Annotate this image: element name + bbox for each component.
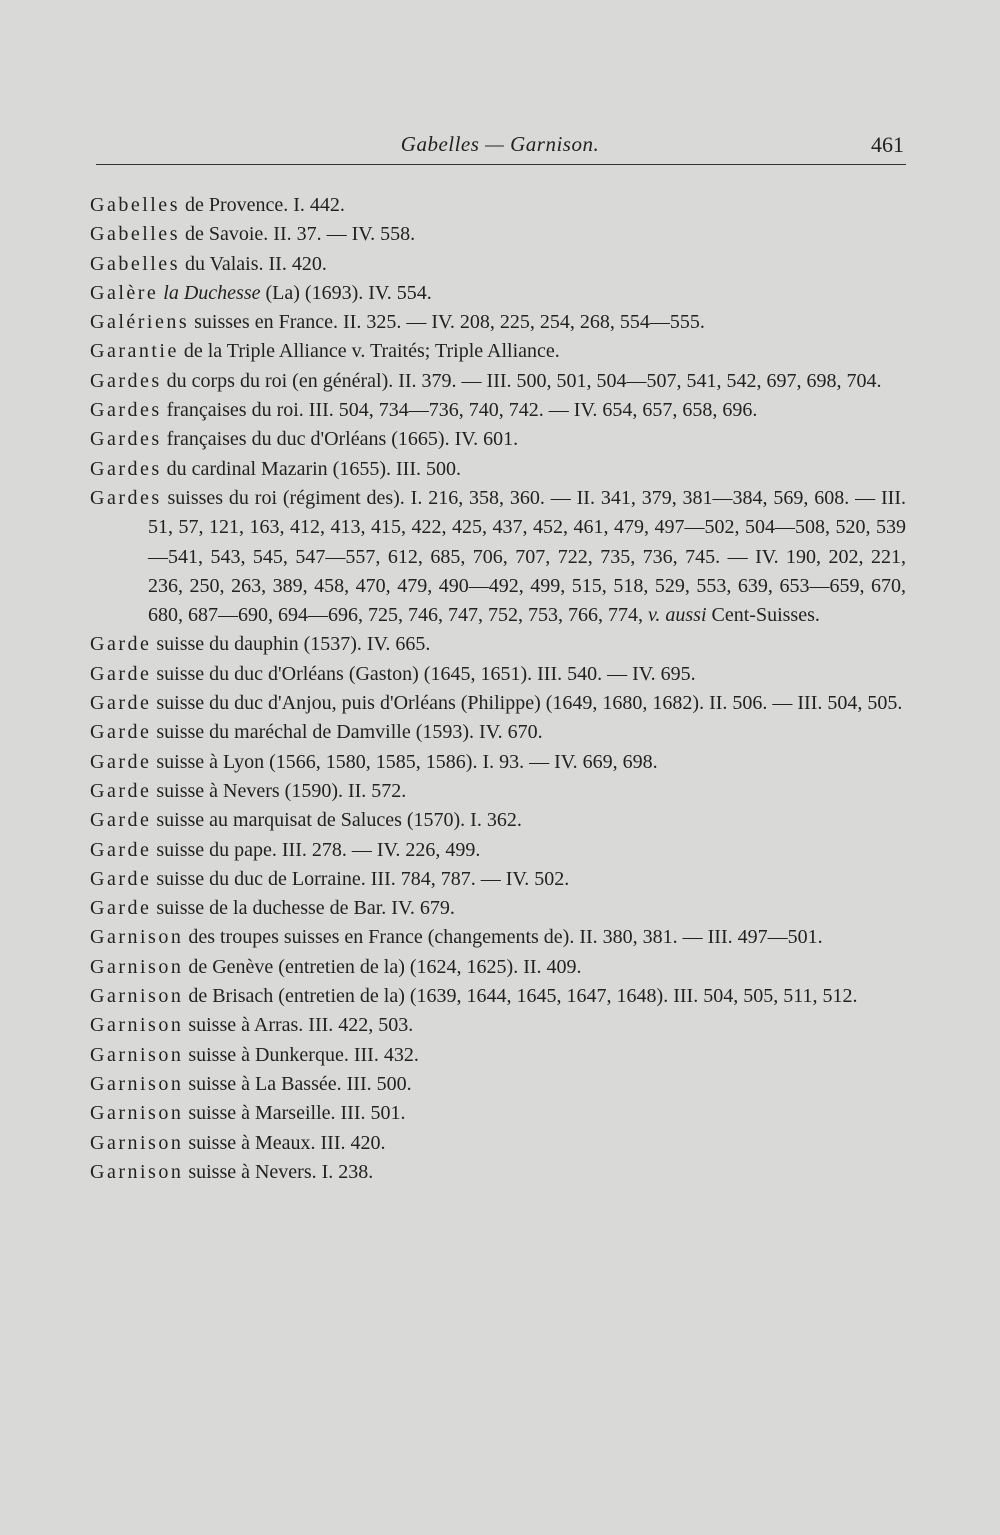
- entry-italic: la Duchesse: [163, 281, 261, 304]
- entry-headword: Garnison: [90, 1131, 184, 1154]
- entry-references: suisse à Nevers. I. 238.: [183, 1160, 374, 1183]
- entry-headword: Garde: [90, 750, 152, 773]
- entry-references: suisse du duc de Lorraine. III. 784, 787. — IV. 502.: [151, 867, 570, 890]
- entry-references: de Provence. I. 442.: [179, 194, 345, 216]
- index-entry: [90, 660, 906, 689]
- entry-headword: Garde: [90, 897, 152, 920]
- index-entry: [90, 1099, 906, 1128]
- entry-headword: Garnison: [90, 1160, 184, 1183]
- index-entry: [90, 865, 906, 894]
- index-entry: [90, 1129, 906, 1158]
- entry-references: de la Triple Alliance v. Traités; Triple Alliance.: [178, 340, 560, 363]
- index-entry: [90, 367, 906, 396]
- running-title: Gabelles — Garnison.: [400, 132, 600, 156]
- index-entry: [90, 1070, 906, 1099]
- entry-references: suisses en France. II. 325. — IV. 208, 225, 254, 268, 554—555.: [189, 311, 705, 334]
- entry-references: du Valais. II. 420.: [179, 252, 327, 275]
- index-entry: [90, 1041, 906, 1070]
- entry-headword: Garnison: [90, 1072, 184, 1095]
- index-entry: [90, 250, 906, 279]
- page-number: 461: [871, 132, 904, 157]
- entry-references: (La) (1693). IV. 554.: [260, 281, 432, 304]
- entry-headword: Garde: [90, 721, 152, 744]
- entry-headword: Gardes: [90, 486, 162, 509]
- index-entry: [90, 718, 906, 747]
- entry-italic: v. aussi: [648, 604, 707, 627]
- index-entry: [90, 748, 906, 777]
- index-entry: [90, 894, 906, 923]
- entry-headword: Garde: [90, 662, 152, 685]
- entry-references: suisse à Marseille. III. 501.: [183, 1102, 406, 1125]
- entry-references: suisse à Nevers (1590). II. 572.: [151, 779, 407, 802]
- entry-headword: Gardes: [90, 428, 162, 451]
- index-entry: [90, 923, 906, 952]
- entry-headword: Gardes: [90, 369, 162, 392]
- entry-headword: Garde: [90, 867, 152, 890]
- index-entry: [90, 1158, 906, 1187]
- entry-references: suisse à Arras. III. 422, 503.: [183, 1014, 414, 1037]
- index-entry: [90, 425, 906, 454]
- entry-headword: Garde: [90, 633, 152, 656]
- entry-headword: Galère: [90, 281, 159, 304]
- entry-references: de Brisach (entretien de la) (1639, 1644, 1645, 1647, 1648). III. 504, 505, 511, 512.: [183, 985, 858, 1008]
- index-entry: [90, 836, 906, 865]
- entry-headword: Gardes: [90, 457, 162, 480]
- entry-headword: Garnison: [90, 955, 184, 978]
- index-list: [90, 191, 906, 1187]
- entry-references: suisse du pape. III. 278. — IV. 226, 499.: [151, 838, 481, 861]
- index-entry: [90, 982, 906, 1011]
- index-entry: [90, 455, 906, 484]
- entry-headword: Gabelles: [90, 194, 180, 216]
- entry-references: suisse au marquisat de Saluces (1570). I. 362.: [151, 809, 522, 832]
- index-entry: [90, 308, 906, 337]
- index-entry: [90, 484, 906, 630]
- entry-text: Cent-Suisses.: [706, 604, 820, 627]
- entry-references: du cardinal Mazarin (1655). III. 500.: [161, 457, 461, 480]
- index-entry: [90, 220, 906, 249]
- index-entry: [90, 191, 906, 220]
- running-header: [96, 128, 904, 164]
- entry-references: de Savoie. II. 37. — IV. 558.: [179, 223, 416, 246]
- entry-headword: Galériens: [90, 311, 190, 334]
- entry-references: suisse du maréchal de Damville (1593). IV. 670.: [151, 721, 543, 744]
- entry-references: suisse à Meaux. III. 420.: [183, 1131, 386, 1154]
- entry-headword: Garnison: [90, 926, 184, 949]
- entry-references: suisse du dauphin (1537). IV. 665.: [151, 633, 431, 656]
- entry-references: françaises du roi. III. 504, 734—736, 740, 742. — IV. 654, 657, 658, 696.: [161, 399, 758, 422]
- entry-headword: Garnison: [90, 985, 184, 1008]
- entry-references: suisse à La Bassée. III. 500.: [183, 1072, 412, 1095]
- header-rule: [96, 164, 906, 165]
- entry-headword: Garnison: [90, 1043, 184, 1066]
- entry-headword: Garde: [90, 692, 152, 715]
- entry-headword: Gabelles: [90, 223, 180, 246]
- entry-headword: Garde: [90, 809, 152, 832]
- entry-references: suisse à Dunkerque. III. 432.: [183, 1043, 419, 1066]
- entry-headword: Gabelles: [90, 252, 180, 275]
- entry-headword: Garnison: [90, 1014, 184, 1037]
- entry-references: des troupes suisses en France (changements de). II. 380, 381. — III. 497—501.: [183, 926, 823, 949]
- index-entry: [90, 630, 906, 659]
- entry-headword: Gardes: [90, 399, 162, 422]
- entry-headword: Garde: [90, 838, 152, 861]
- entry-references: suisse de la duchesse de Bar. IV. 679.: [151, 897, 455, 920]
- index-entry: [90, 806, 906, 835]
- entry-headword: Garde: [90, 779, 152, 802]
- entry-references: suisse du duc d'Orléans (Gaston) (1645, 1651). III. 540. — IV. 695.: [151, 662, 696, 685]
- index-entry: [90, 337, 906, 366]
- entry-references: suisses du roi (régiment des). I. 216, 358, 360. — II. 341, 379, 381—384, 569, 608. — III. 51, 57, 121, 163, 412, 413, 415, 422, 425, 437, 452, 461, 479, 497—502, 504—508, 520, 539—541, 543, 545, 547—557, 612, 685, 706, 707, 722, 735, 736, 745. — IV. 190, 202, 221, 236, 250, 263, 389, 458, 470, 479, 490—492, 499, 515, 518, 529, 553, 639, 653—659, 670, 680, 687—690, 694—696, 725, 746, 747, 752, 753, 766, 774,: [148, 486, 906, 627]
- index-entry: [90, 1011, 906, 1040]
- index-entry: [90, 953, 906, 982]
- index-entry: [90, 689, 906, 718]
- index-entry: [90, 396, 906, 425]
- entry-references: françaises du duc d'Orléans (1665). IV. 601.: [161, 428, 519, 451]
- entry-references: du corps du roi (en général). II. 379. — III. 500, 501, 504—507, 541, 542, 697, 698, 704.: [161, 369, 882, 392]
- entry-references: de Genève (entretien de la) (1624, 1625). II. 409.: [183, 955, 582, 978]
- index-entry: [90, 777, 906, 806]
- entry-headword: Garnison: [90, 1102, 184, 1125]
- entry-headword: Garantie: [90, 340, 179, 363]
- index-entry: [90, 279, 906, 308]
- entry-references: suisse à Lyon (1566, 1580, 1585, 1586). I. 93. — IV. 669, 698.: [151, 750, 658, 773]
- entry-references: suisse du duc d'Anjou, puis d'Orléans (Philippe) (1649, 1680, 1682). II. 506. — III. 504, 505.: [151, 692, 903, 715]
